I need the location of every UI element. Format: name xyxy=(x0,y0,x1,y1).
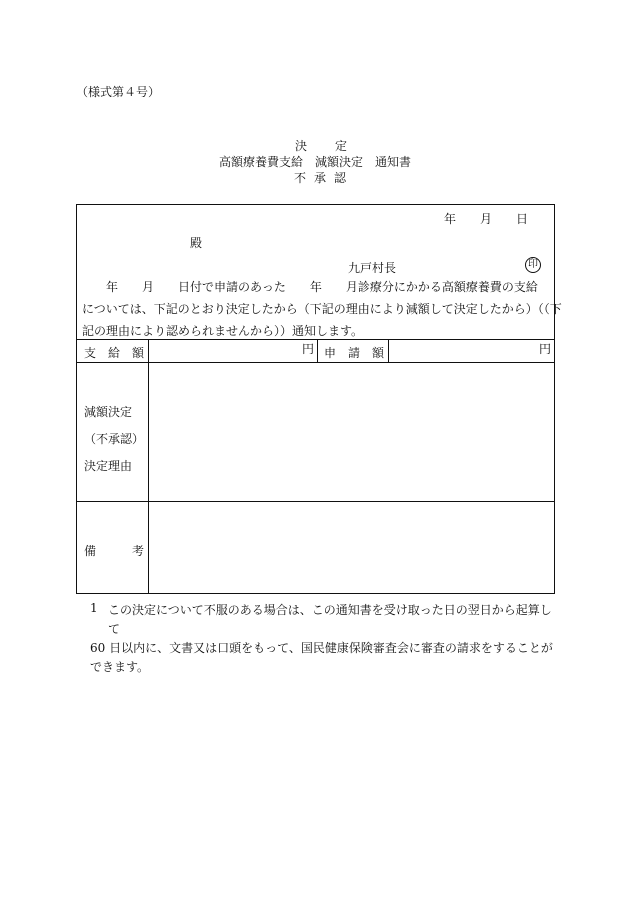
note-line-1: この決定について不服のある場合は、この通知書を受け取った日の翌日から起算して xyxy=(108,603,552,636)
title-line-2: 高額療養費支給 減額決定 通知書 xyxy=(218,155,411,169)
applied-amount-unit: 円 xyxy=(539,342,552,356)
addressee-suffix: 殿 xyxy=(190,236,203,250)
remarks-label: 備 考 xyxy=(84,544,145,558)
title-line-1: 決定 xyxy=(294,139,375,153)
reason-label-3: 決定理由 xyxy=(84,459,133,473)
divider xyxy=(388,339,389,362)
divider xyxy=(148,339,149,593)
document-title xyxy=(0,138,630,186)
applied-amount-label: 申 請 額 xyxy=(324,346,385,360)
form-number: （様式第４号） xyxy=(76,85,161,99)
paid-amount-label: 支 給 額 xyxy=(84,346,145,360)
note-line-3: できます。 xyxy=(90,660,150,674)
reason-label-2: （不承認） xyxy=(84,432,145,446)
issuer-name: 九戸村長 xyxy=(348,261,397,275)
divider xyxy=(317,339,318,362)
reason-label-1: 減額決定 xyxy=(84,405,133,419)
paid-amount-unit: 円 xyxy=(302,342,315,356)
note-number: 1 xyxy=(90,601,98,615)
issue-date: 年 月 日 xyxy=(444,212,529,226)
form-frame xyxy=(76,204,555,594)
note-line-2: 60 日以内に、文書又は口頭をもって、国民健康保険審査会に審査の請求をすることが xyxy=(90,641,553,655)
title-line-3: 不承認 xyxy=(293,171,354,185)
body-line-2: については、下記のとおり決定したから（下記の理由により減額して決定したから）（（下 xyxy=(82,302,562,316)
body-line-3: 記の理由により認められませんから））通知します。 xyxy=(82,324,364,338)
seal-mark: 印 xyxy=(525,257,541,273)
body-line-1: 年 月 日付で申請のあった 年 月診療分にかかる高額療養費の支給 xyxy=(82,280,538,294)
note-text xyxy=(90,601,558,677)
